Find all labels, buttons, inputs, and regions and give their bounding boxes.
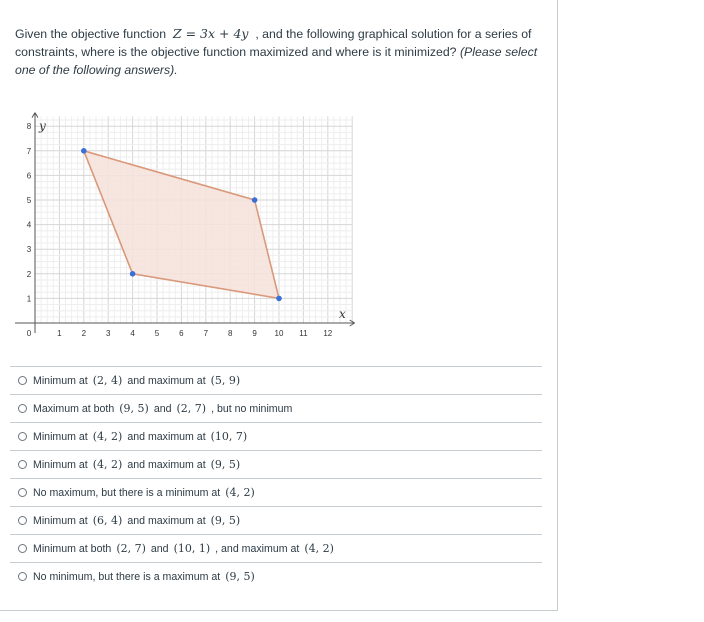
option-text: and maximum at [127, 458, 206, 471]
radio-button-icon[interactable] [18, 516, 27, 525]
option-point: (6, 4) [92, 514, 123, 527]
option-point: (2, 4) [92, 374, 123, 387]
question-instruction: (Please select one of the following answers). [15, 45, 538, 77]
radio-button-icon[interactable] [18, 544, 27, 553]
option-point: (9, 5) [119, 402, 149, 415]
y-tick-label: 6 [26, 171, 32, 181]
objective-function: Z = 3x + 4y [172, 26, 249, 41]
y-tick-label: 4 [26, 220, 32, 230]
answer-option[interactable] [10, 422, 542, 450]
option-text: Minimum at [33, 514, 88, 527]
radio-button-icon[interactable] [18, 432, 27, 441]
y-tick-label: 2 [26, 269, 32, 279]
option-point: (2, 7) [116, 542, 146, 555]
option-point: (10, 1) [173, 542, 211, 555]
option-point: (9, 5) [225, 570, 255, 583]
vertex-point [81, 148, 87, 154]
x-tick-label: 8 [227, 329, 233, 338]
feasible-region-graph [0, 108, 360, 348]
option-point: (4, 2) [304, 542, 334, 555]
radio-button-icon[interactable] [18, 404, 27, 413]
radio-button-icon[interactable] [18, 460, 27, 469]
radio-button-icon[interactable] [18, 488, 27, 497]
question-part2: , and the following graphical solution for a series of constraints, where is the objective function maximized and where is it minimized? [15, 27, 532, 59]
y-tick-label: 3 [26, 245, 32, 255]
answer-option[interactable] [10, 450, 542, 478]
option-point: (2, 7) [176, 402, 207, 415]
option-text: Minimum at [33, 458, 88, 471]
x-tick-label: 7 [203, 329, 209, 338]
option-point: (5, 9) [210, 374, 241, 387]
option-text: Minimum at [33, 374, 88, 387]
option-text: No minimum, but there is a maximum at [33, 570, 221, 583]
option-text: Maximum at both [33, 402, 115, 415]
answer-option[interactable] [10, 478, 542, 506]
option-point: (4, 2) [225, 486, 255, 499]
x-tick-label: 10 [274, 329, 284, 338]
y-tick-label: 5 [26, 196, 32, 205]
question-part1: Given the objective function [15, 27, 167, 41]
option-text: Minimum at both [33, 542, 112, 555]
option-text: and maximum at [127, 374, 206, 387]
vertex-point [252, 197, 258, 203]
option-text: and [150, 542, 169, 555]
option-point: (4, 2) [92, 430, 123, 443]
option-point: (4, 2) [92, 458, 123, 471]
x-tick-label: 11 [299, 329, 308, 338]
option-text: and maximum at [127, 430, 206, 443]
option-text: , but no minimum [211, 402, 293, 415]
radio-button-icon[interactable] [18, 572, 27, 581]
x-tick-label: 4 [130, 329, 135, 338]
question-text [15, 25, 540, 79]
option-text: No maximum, but there is a minimum at [33, 486, 221, 499]
y-tick-label: 8 [26, 122, 32, 132]
y-axis-label: y [39, 119, 46, 133]
option-text: and maximum at [127, 514, 206, 527]
x-tick-label: 0 [26, 329, 32, 338]
answer-option[interactable] [10, 506, 542, 534]
option-point: (10, 7) [210, 430, 248, 443]
vertex-point [276, 296, 282, 302]
x-tick-label: 3 [105, 329, 111, 338]
answer-option[interactable] [10, 366, 542, 394]
y-tick-label: 7 [26, 146, 32, 156]
option-point: (9, 5) [210, 514, 241, 527]
option-text: , and maximum at [215, 542, 300, 555]
x-axis-label: x [339, 307, 346, 321]
x-tick-label: 1 [57, 329, 62, 338]
x-tick-label: 2 [81, 329, 87, 338]
answer-option[interactable] [10, 534, 542, 562]
answer-option[interactable] [10, 394, 542, 422]
radio-button-icon[interactable] [18, 376, 27, 385]
y-tick-label: 1 [26, 294, 32, 304]
answer-option[interactable] [10, 562, 542, 590]
answer-options [10, 366, 542, 590]
x-tick-label: 9 [252, 329, 257, 338]
option-text: Minimum at [33, 430, 88, 443]
x-tick-label: 5 [154, 329, 160, 338]
option-point: (9, 5) [210, 458, 241, 471]
x-tick-label: 12 [323, 329, 333, 338]
x-tick-label: 6 [179, 329, 184, 338]
option-text: and [153, 402, 172, 415]
vertex-point [130, 271, 136, 277]
